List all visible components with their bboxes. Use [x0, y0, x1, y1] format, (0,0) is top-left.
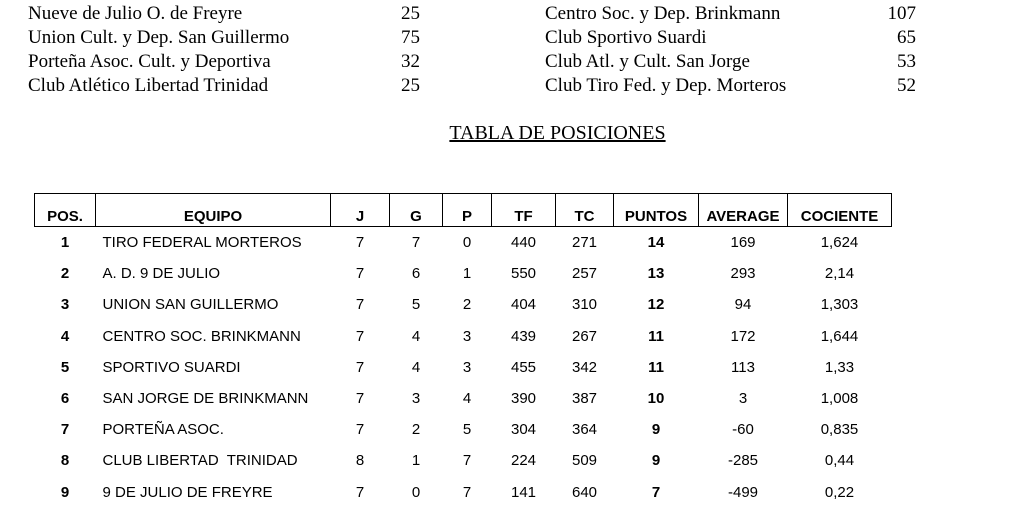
col-header-lost[interactable]: P: [443, 194, 492, 227]
col-header-average[interactable]: AVERAGE: [699, 194, 788, 227]
cell-lost: 2: [462, 296, 472, 314]
away-team: Centro Soc. y Dep. Brinkmann: [545, 3, 781, 24]
cell-won: 5: [411, 296, 421, 314]
cell-played: 7: [355, 234, 365, 252]
cell-ratio: 1,33: [824, 358, 855, 376]
cell-points: 7: [651, 483, 661, 501]
away-score: 107: [887, 3, 916, 24]
table-row: [35, 352, 892, 383]
cell-ratio: 1,008: [820, 390, 859, 408]
col-header-points[interactable]: PUNTOS: [614, 194, 699, 227]
cell-won: 4: [411, 327, 421, 345]
away-team: Club Tiro Fed. y Dep. Morteros: [545, 75, 787, 96]
cell-points-against: 257: [571, 265, 598, 283]
result-row: [0, 74, 1010, 98]
cell-points-for: 141: [510, 483, 537, 501]
home-score: 25: [401, 3, 420, 24]
cell-pos: 5: [60, 358, 70, 376]
cell-ratio: 1,644: [820, 327, 859, 345]
cell-team: CENTRO SOC. BRINKMANN: [102, 327, 301, 345]
cell-points: 12: [647, 296, 665, 314]
col-header-team[interactable]: EQUIPO: [96, 194, 331, 227]
cell-points: 14: [647, 234, 665, 252]
table-row: [35, 477, 892, 508]
home-team: Union Cult. y Dep. San Guillermo: [28, 27, 290, 48]
home-team: Club Atlético Libertad Trinidad: [28, 75, 269, 96]
cell-won: 0: [411, 483, 421, 501]
cell-average: 169: [730, 234, 756, 252]
cell-lost: 7: [462, 483, 472, 501]
away-team: Club Atl. y Cult. San Jorge: [545, 51, 750, 72]
table-row: [35, 383, 892, 414]
cell-pos: 2: [60, 265, 70, 283]
col-header-won[interactable]: G: [390, 194, 443, 227]
cell-played: 7: [355, 265, 365, 283]
cell-played: 7: [355, 358, 365, 376]
cell-points: 9: [651, 452, 661, 470]
cell-points-for: 550: [510, 265, 537, 283]
cell-pos: 8: [60, 452, 70, 470]
result-row: [0, 50, 1010, 74]
table-row: [35, 321, 892, 352]
cell-team: UNION SAN GUILLERMO: [102, 296, 279, 314]
cell-average: 172: [730, 327, 756, 345]
cell-points-for: 404: [510, 296, 537, 314]
cell-played: 7: [355, 296, 365, 314]
cell-won: 3: [411, 390, 421, 408]
table-row: [35, 414, 892, 445]
cell-average: 113: [731, 358, 755, 376]
cell-pos: 9: [60, 483, 70, 501]
cell-lost: 3: [462, 358, 472, 376]
cell-points-against: 342: [571, 358, 598, 376]
table-row: [35, 445, 892, 476]
result-row: [0, 26, 1010, 50]
cell-won: 4: [411, 358, 421, 376]
away-team: Club Sportivo Suardi: [545, 27, 707, 48]
cell-lost: 1: [462, 265, 472, 283]
cell-won: 2: [411, 421, 421, 439]
cell-pos: 3: [60, 296, 70, 314]
away-score: 52: [897, 75, 916, 96]
cell-won: 7: [411, 234, 421, 252]
cell-team: CLUB LIBERTAD TRINIDAD: [102, 452, 298, 470]
cell-points-against: 387: [571, 390, 598, 408]
cell-points: 11: [648, 327, 664, 345]
cell-points-against: 310: [571, 296, 598, 314]
cell-points: 11: [648, 358, 664, 376]
cell-pos: 7: [60, 421, 70, 439]
cell-pos: 1: [60, 234, 70, 252]
away-score: 65: [897, 27, 916, 48]
cell-played: 7: [355, 421, 365, 439]
cell-lost: 5: [462, 421, 472, 439]
home-score: 75: [401, 27, 420, 48]
cell-points-against: 509: [571, 452, 598, 470]
away-score: 53: [897, 51, 916, 72]
cell-points-for: 304: [510, 421, 537, 439]
cell-team: SPORTIVO SUARDI: [102, 358, 241, 376]
table-row: [35, 258, 892, 289]
cell-team: SAN JORGE DE BRINKMANN: [102, 390, 309, 408]
cell-pos: 6: [60, 390, 70, 408]
cell-won: 1: [411, 452, 421, 470]
home-score: 25: [401, 75, 420, 96]
cell-average: -60: [732, 421, 754, 439]
cell-average: -285: [727, 452, 759, 470]
cell-team: 9 DE JULIO DE FREYRE: [102, 483, 273, 501]
home-score: 32: [401, 51, 420, 72]
cell-played: 7: [355, 390, 365, 408]
cell-points-for: 439: [510, 327, 537, 345]
home-team: Porteña Asoc. Cult. y Deportiva: [28, 51, 271, 72]
cell-ratio: 0,835: [820, 421, 859, 439]
home-team: Nueve de Julio O. de Freyre: [28, 3, 243, 24]
cell-average: 293: [730, 265, 756, 283]
col-header-pos[interactable]: POS.: [35, 194, 96, 227]
cell-ratio: 0,22: [824, 483, 855, 501]
cell-won: 6: [411, 265, 421, 283]
col-header-ratio[interactable]: COCIENTE: [788, 194, 892, 227]
standings-table: [34, 193, 892, 508]
cell-points: 13: [647, 265, 665, 283]
col-header-points-against[interactable]: TC: [556, 194, 614, 227]
cell-played: 7: [355, 483, 365, 501]
cell-pos: 4: [60, 327, 70, 345]
cell-lost: 3: [462, 327, 472, 345]
cell-ratio: 0,44: [824, 452, 855, 470]
table-row: [35, 289, 892, 320]
cell-points: 10: [647, 390, 665, 408]
col-header-points-for[interactable]: TF: [492, 194, 556, 227]
table-row: [35, 227, 892, 259]
cell-team: TIRO FEDERAL MORTEROS: [102, 234, 302, 252]
cell-points: 9: [651, 421, 661, 439]
cell-ratio: 1,303: [820, 296, 859, 314]
cell-ratio: 1,624: [820, 234, 859, 252]
result-row: [0, 2, 1010, 26]
cell-points-for: 440: [510, 234, 537, 252]
cell-played: 8: [355, 452, 365, 470]
cell-points-for: 390: [510, 390, 537, 408]
cell-points-for: 224: [510, 452, 537, 470]
cell-points-against: 640: [571, 483, 598, 501]
cell-points-against: 364: [571, 421, 598, 439]
cell-lost: 0: [462, 234, 472, 252]
cell-points-for: 455: [510, 358, 537, 376]
cell-average: 3: [738, 390, 748, 408]
cell-points-against: 267: [571, 327, 598, 345]
standings-title: TABLA DE POSICIONES: [449, 122, 666, 144]
cell-played: 7: [355, 327, 365, 345]
cell-lost: 4: [462, 390, 472, 408]
cell-lost: 7: [462, 452, 472, 470]
col-header-played[interactable]: J: [331, 194, 390, 227]
cell-average: 94: [734, 296, 752, 314]
cell-team: A. D. 9 DE JULIO: [102, 265, 221, 283]
cell-points-against: 271: [571, 234, 598, 252]
cell-average: -499: [727, 483, 759, 501]
table-header-row: [35, 194, 892, 227]
cell-ratio: 2,14: [824, 265, 855, 283]
match-results: [0, 2, 1010, 98]
cell-team: PORTEÑA ASOC.: [102, 421, 224, 439]
